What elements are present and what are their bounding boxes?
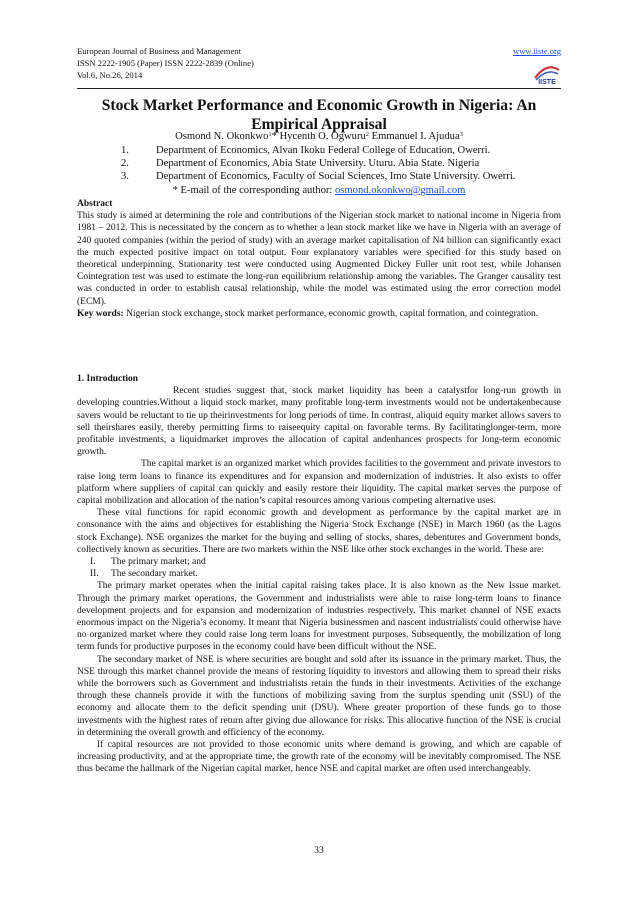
volume-line: Vol.6, No.26, 2014 [77,70,143,80]
intro-paragraph-2: The capital market is an organized market which provides facilities to the government and private investors to raise long term loans to finance its expenditures and for expansion and modernization of industries. It also exists to offer platform where suppliers of capital can quickly and easily restore their liquidity. The capital market serves the purpose of capital mobilization and allocation of the nation’s capital resources among various competing alternative uses. [77,459,561,507]
author-2: * Hycenth O. Ogwuru [271,131,366,142]
list-item [77,556,561,568]
page-number: 33 [314,846,324,856]
intro-paragraph-3: These vital functions for rapid economic growth and development as performance by the capital market are in consonance with the aims and objectives for establishing the Nigeria Stock Exchange (NSE) in March 1960 (as the Lagos stock Exchange). NSE organizes the market for the buying and selling of stocks, shares, debentures and Government bonds, collectively known as securities. There are two markets within the NSE like other stock exchanges in the world. These are: [77,508,561,555]
author-line [77,131,561,143]
list-item-number: II. [90,569,99,580]
intro-paragraph-6: If capital resources are not provided to those economic units where demand is growing, and which are capable of increasing productivity, and at the appropriate time, the growth rate of the economy will be inevitably compromised. The NSE thus became the hallmark of the Nigerian capital market, hence NSE and capital market are often used interchangeably. [77,740,561,775]
intro-paragraph-4: The primary market operates when the initial capital raising takes place. It is also known as the New Issue market. Through the primary market operations, the Government and industrialists were able to raise long-term loans to finance development projects and for expansion and modernization of industries respectively. This market channel of NSE exacts enormous impact on the Nigeria’s economy. It meant that Nigeria businessmen and nascent industrialists could otherwise have no organized market where they could raise long term loans for investment purposes. Subsequently, the mobilization of long term funds for productive purposes in the economy could have been difficult without the NSE. [77,581,561,653]
author-1-sup: 1 [268,131,272,138]
journal-website-link[interactable]: www.iiste.org [513,46,561,56]
list-item-text: The primary market; and [111,557,206,568]
email-prefix: * E-mail of the corresponding author: [172,185,335,196]
affiliation-1-text: Department of Economics, Alvan Ikoku Federal College of Education, Owerri. [156,145,491,156]
introduction-section [77,373,561,776]
affiliation-1-number: 1. [121,145,129,156]
affiliation-2-text: Department of Economics, Abia State University. Uturu. Abia State. Nigeria [156,158,480,169]
keywords-paragraph [77,308,561,320]
author-2-sup: 2 [365,131,370,138]
iiste-logo-icon [533,60,561,86]
paper-title: Stock Market Performance and Economic Growth in Nigeria: An Empirical Appraisal [101,97,537,133]
abstract-body: This study is aimed at determining the role and contributions of the Nigerian stock market to national income in Nigeria from 1981 – 2012. This is necessitated by the concern as to whether a lean stock market like we have in Nigeria with an average of 240 quoted companies (within the period of study) with an average market capitalisation of N4 billion can significantly exact the much expected positive impact on total output. Four explanatory variables were specified for this study based on theoretical underpinning. Stationarity test were conducted using Augmented Dickey Fuller unit root test, while Johansen Cointegration test was used to estimate the long-run equilibrium relationship among the variables. The Granger causality test was conducted in order to establish causal relationship, while the model was estimated using the error correction model (ECM). [77,211,561,307]
keywords-text: Nigerian stock exchange, stock market performance, economic growth, capital formation, and cointegration. [123,308,539,319]
affiliation-2-number: 2. [121,158,129,169]
issn-line: ISSN 2222-1905 (Paper) ISSN 2222-2839 (Online) [77,58,254,68]
header-rule [77,88,561,89]
intro-paragraph-1: Recent studies suggest that, stock market liquidity has been a catalystfor long-run growth in developing countries.Without a liquid stock market, many profitable long-term investments would not be undertakenbecause savers would be reluctant to tie up theirinvestments for long periods of time. In contrast, aliquid equity market allows savers to sell theirshares easily, thereby permitting firms to raiseequity capital on favorable terms. By facilitatinglonger-term, more profitable investments, a liquidmarket improves the allocation of capital andenhances prospects for long-term economic growth. [77,386,561,458]
journal-name: European Journal of Business and Management [77,46,241,56]
svg-text:IISTE: IISTE [538,79,556,86]
abstract-heading: Abstract [77,199,113,209]
keywords-label: Key words: [77,308,124,319]
introduction-heading: 1. Introduction [77,374,139,384]
abstract-section [77,198,561,320]
list-item [77,568,561,580]
intro-paragraph-5: The secondary market of NSE is where securities are bought and sold after its issuance in the primary market. Thus, the NSE through this market channel provide the means of restoring liquidity to investors and allowing them to spread their risks while the borrowers such as Government and industrialists retain the funds in their investments. Activities of the exchange through these channels provide it with the functions of mobilizing saving from the surplus spending unit (SSU) of the economy and allocate them to the deficit spending unit (DSU). Where greater proportion of these funds go to those investments with the highest rates of return after giving due allowance for risks. This allocative function of the NSE is crucial in determining the overall growth and efficiency of the economy. [77,654,561,738]
list-item-number: I. [90,557,96,568]
affiliation-3-number: 3. [121,171,129,182]
author-1: Osmond N. Okonkwo [175,131,269,142]
corresponding-email [77,185,561,197]
email-link[interactable]: osmond.okonkwo@gmail.com [335,185,466,196]
list-item-text: The secondary market. [111,569,198,580]
author-3-sup: 3 [459,131,463,138]
affiliation-3-text: Department of Economics, Faculty of Social Sciences, Imo State University. Owerri. [156,171,516,182]
author-3: Emmanuel I. Ajudua [369,131,460,142]
